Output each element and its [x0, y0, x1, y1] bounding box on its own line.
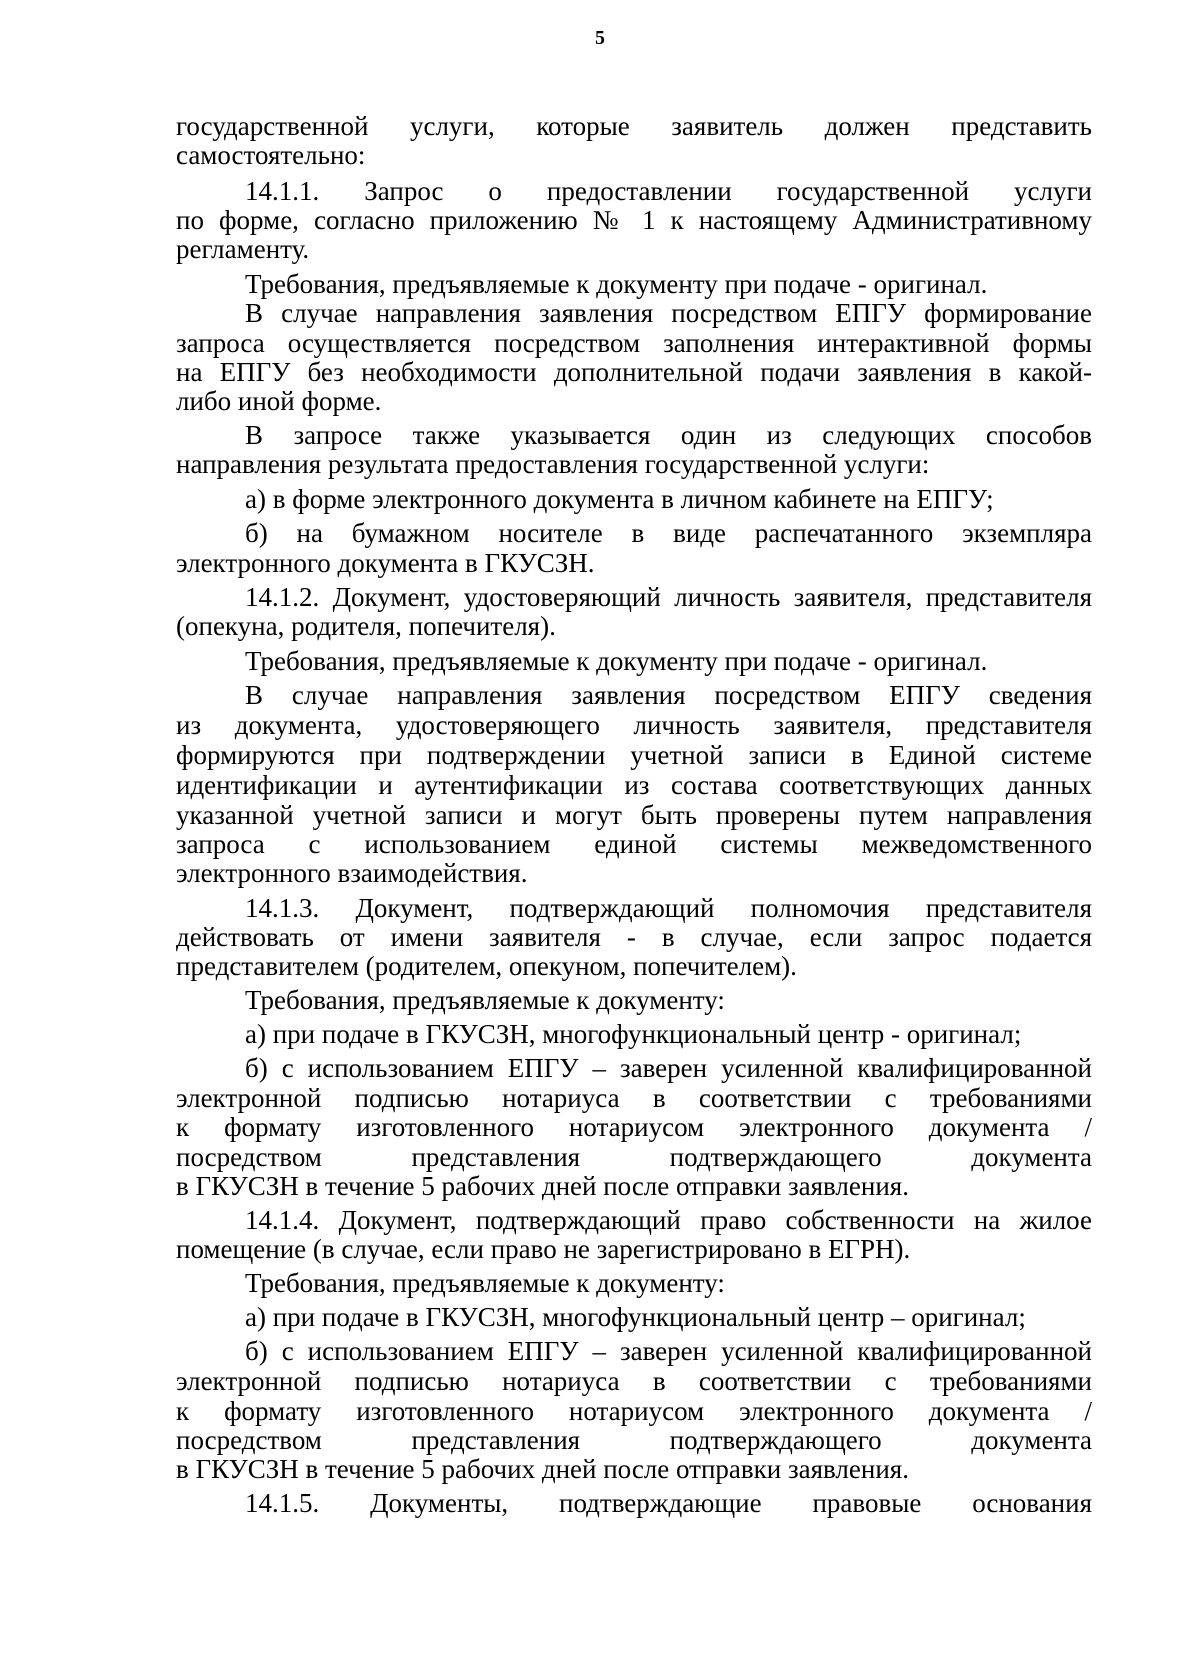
text-line: В случае направления заявления посредством ЕПГУ формирование — [245, 298, 1092, 328]
text-line: В случае направления заявления посредством ЕПГУ сведения — [245, 680, 1092, 710]
text-line: посредством представления подтверждающего документа — [176, 1142, 1092, 1172]
text-line: Требования, предъявляемые к документу при подаче - оригинал. — [245, 646, 988, 676]
text-line: направления результата предоставления государственной услуги: — [176, 449, 930, 479]
text-line: запроса осуществляется посредством заполнения интерактивной формы — [176, 328, 1092, 358]
text-line: б) с использованием ЕПГУ – заверен усиленной квалифицированной — [245, 1336, 1092, 1366]
text-line: 14.1.2. Документ, удостоверяющий личность заявителя, представителя — [245, 582, 1092, 612]
text-line: представителем (родителем, опекуном, попечителем). — [176, 951, 797, 981]
text-line: 14.1.3. Документ, подтверждающий полномочия представителя — [245, 893, 1092, 923]
text-line: самостоятельно: — [176, 140, 366, 170]
text-line: формируются при подтверждении учетной записи в Единой системе — [176, 740, 1092, 770]
text-line: помещение (в случае, если право не зарегистрировано в ЕГРН). — [176, 1234, 911, 1264]
text-line: Требования, предъявляемые к документу: — [245, 1268, 725, 1298]
text-line: действовать от имени заявителя - в случае, если запрос подается — [176, 922, 1092, 952]
text-line: 14.1.4. Документ, подтверждающий право собственности на жилое — [245, 1205, 1092, 1235]
text-line: идентификации и аутентификации из состава соответствующих данных — [176, 770, 1092, 800]
text-line: а) при подаче в ГКУСЗН, многофункциональный центр – оригинал; — [245, 1302, 1026, 1332]
text-line: электронной подписью нотариуса в соответствии с требованиями — [176, 1366, 1092, 1396]
text-line: а) в форме электронного документа в личном кабинете на ЕПГУ; — [245, 484, 994, 514]
text-line: регламенту. — [176, 234, 310, 264]
text-line: б) на бумажном носителе в виде распечатанного экземпляра — [245, 518, 1092, 548]
text-line: 14.1.1. Запрос о предоставлении государственной услуги — [245, 176, 1092, 206]
text-line: (опекуна, родителя, попечителя). — [176, 611, 556, 641]
text-line: из документа, удостоверяющего личность заявителя, представителя — [176, 710, 1092, 740]
text-line: электронного документа в ГКУСЗН. — [176, 548, 595, 578]
text-line: к формату изготовленного нотариусом электронного документа / — [176, 1112, 1092, 1142]
text-line: запроса с использованием единой системы межведомственного — [176, 829, 1092, 859]
text-line: Требования, предъявляемые к документу при подаче - оригинал. — [245, 269, 988, 299]
page-number: 5 — [595, 27, 605, 49]
text-line: В запросе также указывается один из следующих способов — [245, 420, 1092, 450]
text-line: электронного взаимодействия. — [176, 858, 528, 888]
text-line: Требования, предъявляемые к документу: — [245, 985, 725, 1015]
text-line: на ЕПГУ без необходимости дополнительной подачи заявления в какой- — [176, 357, 1092, 387]
text-line: 14.1.5. Документы, подтверждающие правовые основания — [245, 1488, 1092, 1518]
text-line: электронной подписью нотариуса в соответствии с требованиями — [176, 1083, 1092, 1113]
text-line: в ГКУСЗН в течение 5 рабочих дней после отправки заявления. — [176, 1171, 909, 1201]
text-line: к формату изготовленного нотариусом электронного документа / — [176, 1396, 1092, 1426]
text-line: либо иной форме. — [176, 386, 382, 416]
text-line: указанной учетной записи и могут быть проверены путем направления — [176, 800, 1092, 830]
text-line: государственной услуги, которые заявитель должен представить — [176, 111, 1092, 141]
text-line: б) с использованием ЕПГУ – заверен усиленной квалифицированной — [245, 1053, 1092, 1083]
text-line: а) при подаче в ГКУСЗН, многофункциональный центр - оригинал; — [245, 1019, 1022, 1049]
text-line: по форме, согласно приложению № 1 к настоящему Административному — [176, 205, 1092, 235]
text-line: посредством представления подтверждающего документа — [176, 1425, 1092, 1455]
text-line: в ГКУСЗН в течение 5 рабочих дней после отправки заявления. — [176, 1454, 909, 1484]
